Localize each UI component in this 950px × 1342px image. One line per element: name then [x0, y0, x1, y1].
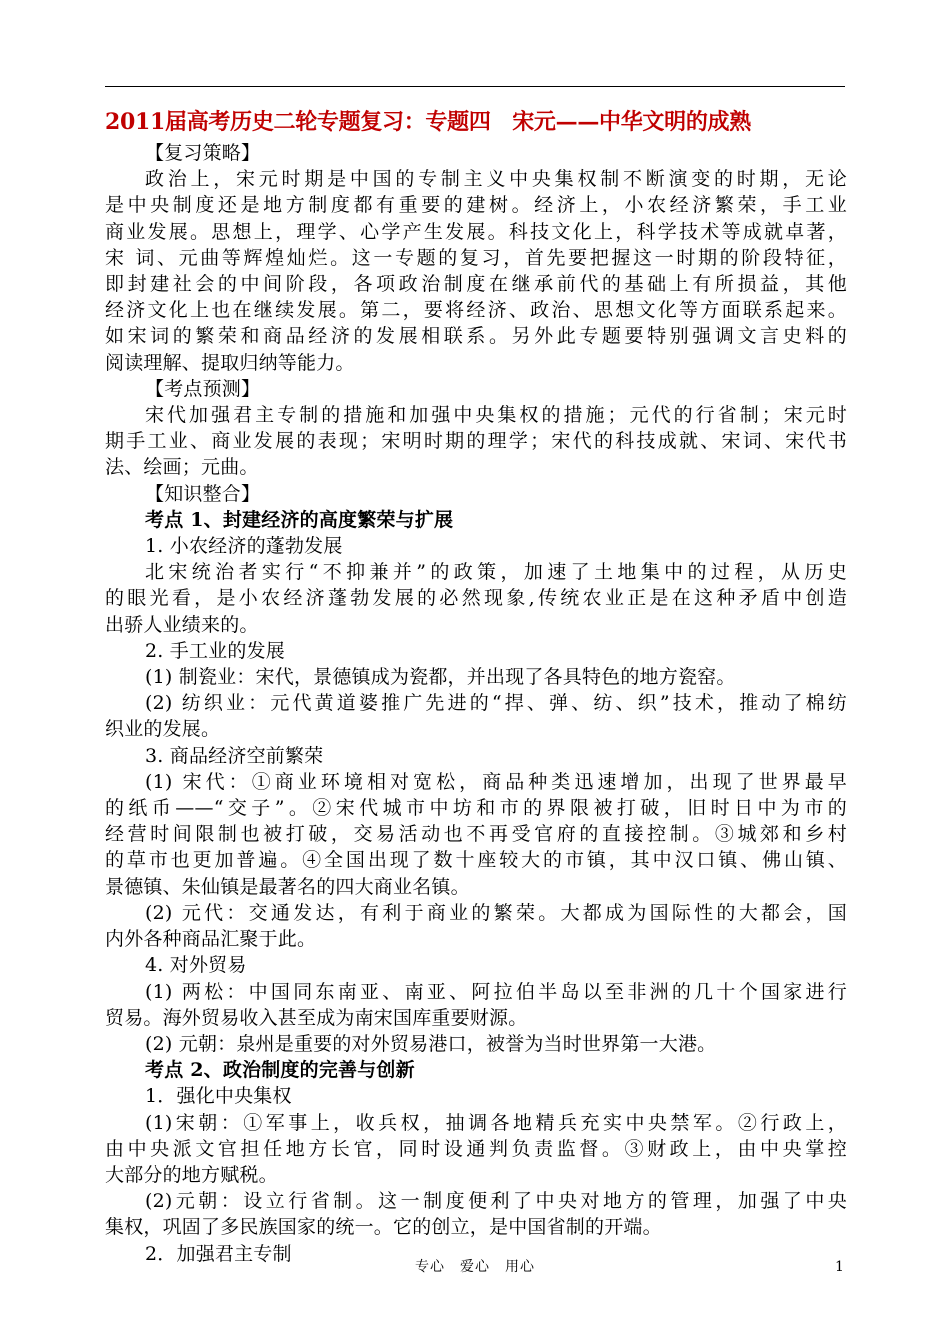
text-line: (1)宋朝：①军事上，收兵权，抽调各地精兵充实中央禁军。②行政上，	[145, 1111, 847, 1134]
page-footer	[0, 1257, 950, 1277]
text-line: 贸易。海外贸易收入甚至成为南宋国库重要财源。	[105, 1006, 528, 1029]
text-line: 北宋统治者实行“不抑兼并”的政策，加速了土地集中的过程，从历史	[145, 561, 847, 584]
text-line: 【复习策略】	[145, 142, 261, 164]
text-line: 【考点预测】	[145, 377, 261, 400]
text-line: 阅读理解、提取归纳等能力。	[105, 351, 355, 374]
text-line: 3. 商品经济空前繁荣	[145, 744, 324, 767]
text-line: 经营时间限制也被打破，交易活动也不再受官府的直接控制。③城郊和乡村	[105, 823, 847, 846]
document-body	[105, 102, 847, 1267]
text-line: (2) 元代：交通发达，有利于商业的繁荣。大都成为国际性的大都会，国	[145, 901, 847, 924]
text-line: 【知识整合】	[145, 482, 261, 505]
text-line: 如宋词的繁荣和商品经济的发展相联系。另外此专题要特别强调文言史料的	[105, 325, 847, 348]
text-line: 是中央制度还是地方制度都有重要的建树。经济上，小农经济繁荣，手工业	[105, 194, 847, 217]
text-line: 商业发展。思想上，理学、心学产生发展。科技文化上，科学技术等成就卓著，	[105, 220, 847, 243]
text-line: 4. 对外贸易	[145, 954, 247, 977]
section-heading: 考点 2、政治制度的完善与创新	[145, 1059, 415, 1082]
text-line: (2) 纺织业：元代黄道婆推广先进的“捍、弹、纺、织”技术，推动了棉纺	[145, 692, 847, 715]
text-line: 宋 词、元曲等辉煌灿烂。这一专题的复习，首先要把握这一时期的阶段特征，	[105, 246, 847, 269]
text-line: 由中央派文官担任地方长官，同时设通判负责监督。③财政上，由中央掌控	[105, 1137, 847, 1160]
text-line: 即封建社会的中间阶段，各项政治制度在继承前代的基础上有所损益，其他	[105, 273, 847, 296]
text-line: 1．强化中央集权	[145, 1085, 292, 1108]
text-line: 期手工业、商业发展的表现；宋明时期的理学；宋代的科技成就、宋词、宋代书	[105, 430, 847, 453]
text-line: 织业的发展。	[105, 718, 221, 741]
text-line: (1) 两松：中国同东南亚、南亚、阿拉伯半岛以至非洲的几十个国家进行	[145, 980, 847, 1003]
page-number: 1	[835, 1259, 844, 1275]
text-line: 大部分的地方赋税。	[105, 1163, 278, 1186]
footer-slogan: 专心 爱心 用心	[415, 1259, 535, 1275]
text-line: (1) 制瓷业：宋代，景德镇成为瓷都，并出现了各具特色的地方瓷窑。	[145, 666, 736, 689]
body-text	[105, 140, 847, 1267]
text-line: 法、绘画；元曲。	[105, 456, 259, 479]
text-line: 1. 小农经济的蓬勃发展	[145, 535, 343, 558]
text-line: (1) 宋代：①商业环境相对宽松，商品种类迅速增加，出现了世界最早	[145, 770, 847, 793]
text-line: 2. 手工业的发展	[145, 639, 285, 662]
text-line: 集权，巩固了多民族国家的统一。它的创立，是中国省制的开端。	[105, 1216, 662, 1239]
document-title: 2011届高考历史二轮专题复习：专题四 宋元——中华文明的成熟	[105, 109, 751, 135]
text-line: 2．加强君主专制	[145, 1242, 292, 1265]
text-line: 的眼光看，是小农经济蓬勃发展的必然现象,传统农业正是在这种矛盾中创造	[105, 587, 847, 610]
text-line: 经济文化上也在继续发展。第二，要将经济、政治、思想文化等方面联系起来。	[105, 299, 847, 322]
text-line: 宋代加强君主专制的措施和加强中央集权的措施；元代的行省制；宋元时	[145, 404, 847, 427]
text-line: 内外各种商品汇聚于此。	[105, 928, 317, 951]
text-line: 政治上，宋元时期是中国的专制主义中央集权制不断演变的时期，无论	[145, 168, 847, 191]
text-line: 景德镇、朱仙镇是最著名的四大商业名镇。	[105, 875, 470, 898]
text-line: 的纸币——“交子”。②宋代城市中坊和市的界限被打破，旧时日中为市的	[105, 797, 847, 820]
text-line: (2) 元朝：泉州是重要的对外贸易港口，被誉为当时世界第一大港。	[145, 1032, 717, 1055]
header-rule	[105, 86, 845, 87]
text-line: 的草市也更加普遍。④全国出现了数十座较大的市镇，其中汉口镇、佛山镇、	[105, 849, 847, 872]
text-line: (2)元朝：设立行省制。这一制度便利了中央对地方的管理，加强了中央	[145, 1190, 847, 1213]
section-heading: 考点 1、封建经济的高度繁荣与扩展	[145, 508, 454, 531]
text-line: 出骄人业绩来的。	[105, 613, 259, 636]
